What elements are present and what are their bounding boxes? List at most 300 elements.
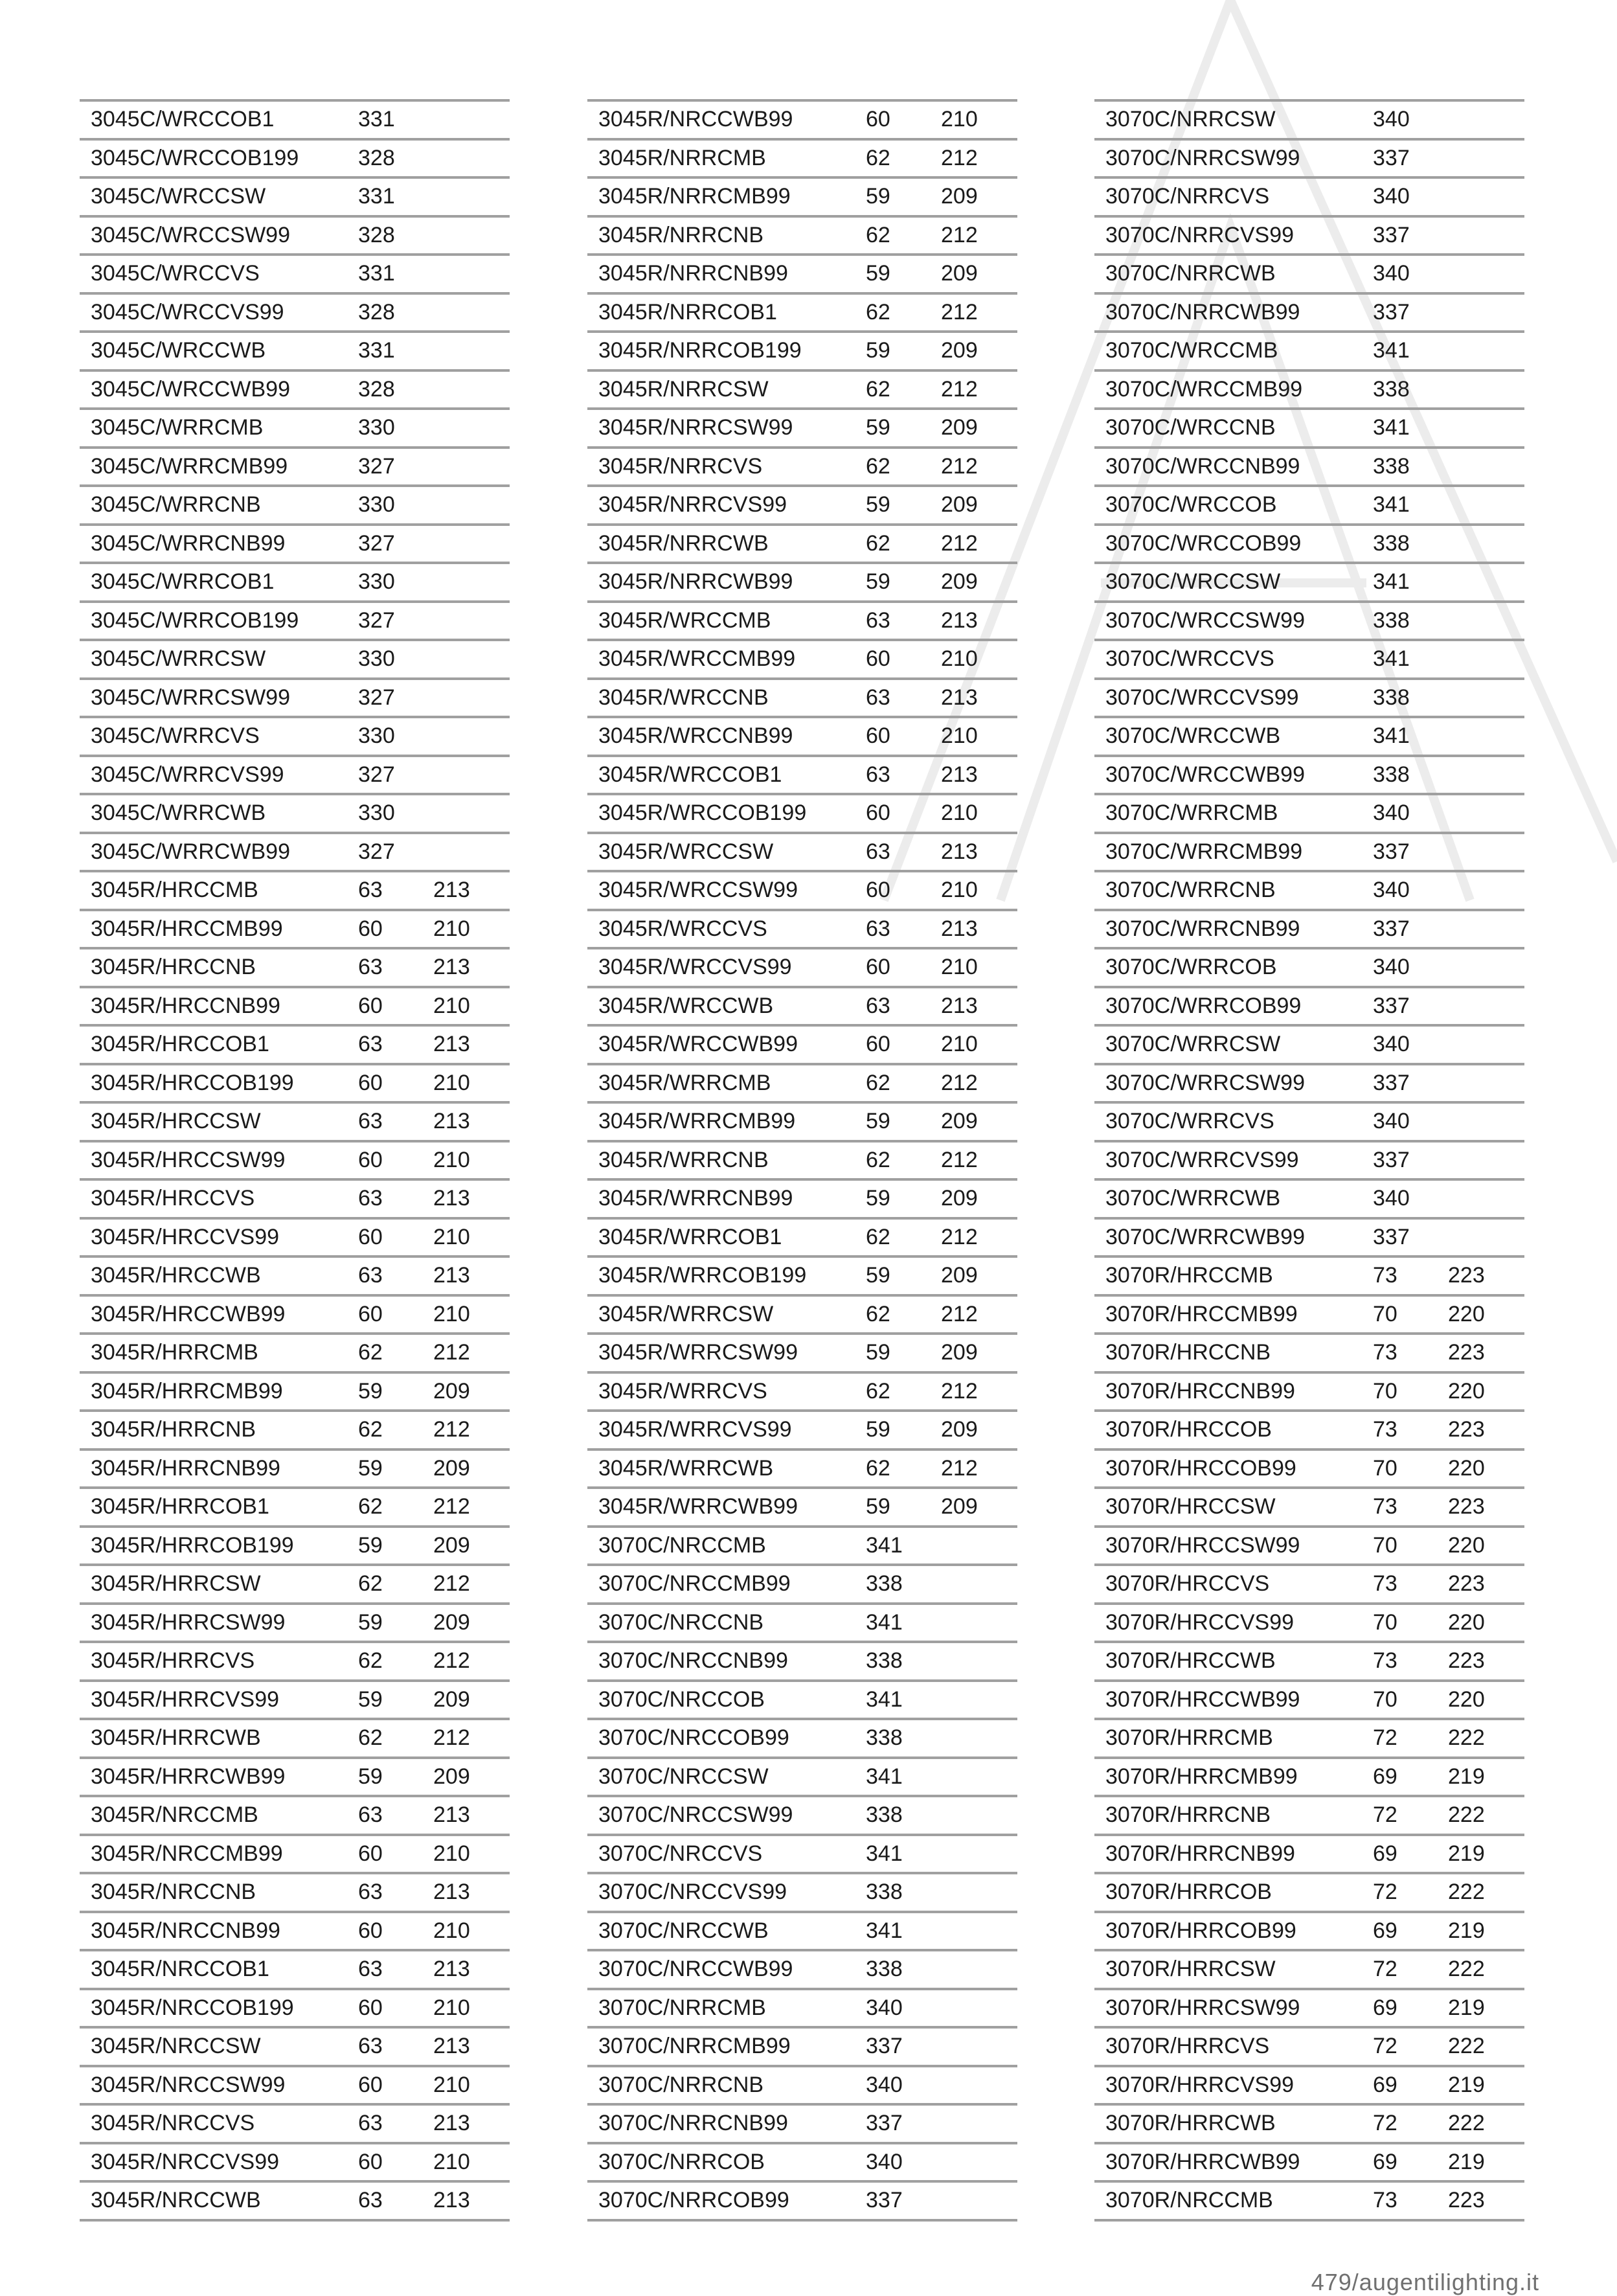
- table-row: [80, 2144, 510, 2183]
- product-code: 3070C/WRRCSW: [1105, 1032, 1281, 1056]
- table-row: [587, 1374, 1017, 1413]
- table-row: [80, 333, 510, 372]
- product-code: 3070C/WRCCVS99: [1105, 685, 1299, 710]
- value-1: 338: [1373, 376, 1410, 402]
- table-row: [80, 1142, 510, 1181]
- value-1: 328: [358, 222, 395, 247]
- table-row: [1094, 1643, 1524, 1682]
- table-row: [80, 795, 510, 834]
- product-code: 3070C/WRRCWB99: [1105, 1224, 1305, 1249]
- table-row: [80, 1797, 510, 1836]
- product-code: 3045R/WRRCNB99: [598, 1186, 793, 1211]
- value-1: 341: [1373, 569, 1410, 594]
- value-1: 337: [1373, 1070, 1410, 1095]
- value-1: 340: [1373, 184, 1410, 209]
- value-1: 328: [358, 299, 395, 324]
- product-code: 3045R/HRCCOB199: [91, 1070, 294, 1095]
- table-row: [80, 1643, 510, 1682]
- table-row: [587, 256, 1017, 295]
- product-code: 3070R/HRCCMB: [1105, 1263, 1273, 1288]
- value-2: 220: [1448, 1301, 1485, 1326]
- value-1: 62: [866, 145, 890, 170]
- table-row: [80, 256, 510, 295]
- table-row: [587, 1258, 1017, 1297]
- table-row: [587, 1990, 1017, 2029]
- product-code: 3070R/HRCCMB99: [1105, 1301, 1298, 1326]
- table-row: [80, 1489, 510, 1528]
- value-1: 60: [358, 1147, 383, 1172]
- value-1: 69: [1373, 1841, 1397, 1866]
- value-1: 72: [1373, 1725, 1397, 1750]
- value-1: 327: [358, 839, 395, 864]
- table-row: [1094, 1990, 1524, 2029]
- value-1: 62: [866, 222, 890, 247]
- value-1: 73: [1373, 1571, 1397, 1596]
- value-2: 210: [433, 1147, 470, 1172]
- product-code: 3045R/WRCCVS99: [598, 955, 792, 979]
- table-row: [1094, 603, 1524, 642]
- product-code: 3045C/WRRCSW: [91, 646, 266, 671]
- value-1: 330: [358, 492, 395, 517]
- table-row: [80, 911, 510, 950]
- product-code: 3070C/NRRCSW99: [1105, 145, 1300, 170]
- table-row: [587, 1605, 1017, 1644]
- product-code: 3045R/HRCCWB: [91, 1263, 261, 1288]
- table-row: [587, 410, 1017, 449]
- product-code: 3070C/WRRCSW99: [1105, 1070, 1305, 1095]
- product-code: 3070C/NRCCWB99: [598, 1957, 793, 1981]
- value-1: 59: [866, 1186, 890, 1211]
- product-code: 3045R/HRRCMB99: [91, 1378, 283, 1404]
- table-row: [587, 1528, 1017, 1567]
- table-row: [1094, 179, 1524, 218]
- value-1: 69: [1373, 1764, 1397, 1789]
- table-row: [80, 1220, 510, 1258]
- value-1: 327: [358, 685, 395, 710]
- table-row: [1094, 2183, 1524, 2222]
- value-1: 70: [1373, 1687, 1397, 1712]
- value-1: 69: [1373, 1995, 1397, 2020]
- product-code: 3070R/HRCCSW: [1105, 1494, 1276, 1519]
- product-code: 3045R/NRCCVS: [91, 2111, 255, 2135]
- value-2: 223: [1448, 1571, 1485, 1596]
- value-1: 73: [1373, 1494, 1397, 1519]
- table-row: [80, 102, 510, 141]
- table-row: [587, 834, 1017, 873]
- table-row: [587, 218, 1017, 256]
- product-code: 3045C/WRRCNB99: [91, 530, 286, 556]
- product-code: 3045R/WRCCMB: [598, 608, 771, 633]
- product-code: 3045C/WRRCSW99: [91, 685, 290, 710]
- value-2: 210: [941, 646, 978, 671]
- table-row: [587, 2106, 1017, 2144]
- value-1: 63: [866, 685, 890, 710]
- value-1: 341: [1373, 338, 1410, 363]
- value-1: 340: [1373, 955, 1410, 979]
- product-code: 3045R/WRCCSW: [598, 839, 774, 864]
- product-code: 3045R/WRRCVS: [598, 1378, 767, 1404]
- value-1: 59: [866, 415, 890, 440]
- table-row: [587, 1720, 1017, 1759]
- product-code: 3045R/HRCCNB: [91, 955, 256, 979]
- value-1: 337: [866, 2188, 903, 2212]
- value-1: 63: [866, 762, 890, 787]
- value-2: 210: [433, 916, 470, 941]
- value-1: 70: [1373, 1532, 1397, 1558]
- product-code: 3045R/NRCCSW99: [91, 2072, 286, 2097]
- table-row: [80, 2067, 510, 2106]
- value-1: 59: [358, 1455, 383, 1481]
- table-row: [1094, 1720, 1524, 1759]
- table-row: [587, 179, 1017, 218]
- value-2: 220: [1448, 1532, 1485, 1558]
- table-row: [1094, 410, 1524, 449]
- value-1: 331: [358, 261, 395, 286]
- value-1: 328: [358, 376, 395, 402]
- table-row: [80, 1412, 510, 1451]
- table-row: [587, 1759, 1017, 1798]
- value-1: 59: [866, 569, 890, 594]
- product-code: 3070C/NRCCMB99: [598, 1571, 791, 1596]
- value-1: 62: [358, 1571, 383, 1596]
- value-2: 209: [941, 1494, 978, 1519]
- value-2: 213: [941, 839, 978, 864]
- value-1: 62: [358, 1494, 383, 1519]
- value-1: 62: [866, 1070, 890, 1095]
- value-1: 338: [1373, 685, 1410, 710]
- value-2: 210: [433, 1995, 470, 2020]
- page-footer: 479/augentilighting.it: [1311, 2269, 1539, 2295]
- product-code: 3070C/WRCCNB: [1105, 415, 1276, 440]
- value-2: 213: [941, 762, 978, 787]
- product-code: 3070C/WRRCOB99: [1105, 993, 1302, 1018]
- table-row: [1094, 1104, 1524, 1142]
- product-code: 3070C/NRRCSW: [1105, 107, 1276, 131]
- product-code: 3070C/NRRCMB: [598, 1995, 766, 2020]
- value-1: 60: [358, 1918, 383, 1943]
- table-row: [80, 1990, 510, 2029]
- table-row: [587, 1836, 1017, 1875]
- product-code: 3045C/WRCCOB1: [91, 107, 275, 131]
- value-1: 60: [358, 2072, 383, 2097]
- value-1: 340: [1373, 261, 1410, 286]
- value-2: 219: [1448, 2149, 1485, 2174]
- value-1: 59: [866, 492, 890, 517]
- table-row: [1094, 141, 1524, 179]
- value-2: 213: [433, 1263, 470, 1288]
- value-1: 340: [1373, 107, 1410, 131]
- table-row: [1094, 1065, 1524, 1104]
- table-row: [80, 1682, 510, 1721]
- product-code: 3045R/NRRCWB99: [598, 569, 793, 594]
- value-1: 73: [1373, 1263, 1397, 1288]
- value-2: 222: [1448, 2034, 1485, 2058]
- product-code: 3070C/WRCCMB: [1105, 338, 1278, 363]
- value-2: 220: [1448, 1687, 1485, 1712]
- product-code: 3070C/NRRCOB: [598, 2149, 765, 2174]
- product-code: 3070R/HRRCWB: [1105, 2111, 1276, 2135]
- value-1: 72: [1373, 1802, 1397, 1827]
- value-2: 210: [433, 1301, 470, 1326]
- product-code: 3045R/NRCCOB199: [91, 1995, 294, 2020]
- product-code: 3045C/WRCCVS99: [91, 299, 284, 324]
- product-code: 3045R/NRRCMB99: [598, 184, 791, 209]
- table-row: [80, 1258, 510, 1297]
- table-row: [587, 718, 1017, 757]
- table-row: [80, 564, 510, 603]
- product-code: 3070R/HRRCVS99: [1105, 2072, 1295, 2097]
- value-1: 59: [866, 1417, 890, 1442]
- product-code: 3070R/HRCCOB: [1105, 1417, 1272, 1442]
- product-code: 3045C/WRRCMB: [91, 415, 264, 440]
- table-row: [587, 372, 1017, 411]
- value-2: 212: [433, 1571, 470, 1596]
- table-row: [587, 449, 1017, 488]
- value-2: 213: [433, 1186, 470, 1211]
- value-1: 340: [1373, 801, 1410, 825]
- product-code: 3045R/HRCCVS: [91, 1186, 255, 1211]
- product-code: 3045C/WRCCWB: [91, 338, 266, 363]
- product-code: 3045R/NRCCNB99: [91, 1918, 280, 1943]
- value-1: 341: [866, 1609, 903, 1635]
- product-code: 3070C/NRRCWB: [1105, 261, 1276, 286]
- table-row: [80, 757, 510, 796]
- value-1: 341: [866, 1918, 903, 1943]
- product-code: 3070C/NRRCNB: [598, 2072, 764, 2097]
- value-1: 62: [866, 1224, 890, 1249]
- value-2: 213: [433, 955, 470, 979]
- value-1: 337: [866, 2111, 903, 2135]
- value-2: 210: [941, 878, 978, 902]
- table-row: [587, 1027, 1017, 1065]
- product-code: 3070C/NRRCMB99: [598, 2034, 791, 2058]
- product-code: 3045R/WRCCWB: [598, 993, 774, 1018]
- table-row: [80, 1605, 510, 1644]
- value-2: 209: [433, 1687, 470, 1712]
- product-code: 3045R/HRRCMB: [91, 1340, 258, 1365]
- value-1: 338: [1373, 453, 1410, 479]
- table-row: [80, 949, 510, 988]
- value-1: 60: [358, 1301, 383, 1326]
- value-1: 62: [866, 453, 890, 479]
- value-2: 223: [1448, 2188, 1485, 2212]
- value-1: 341: [1373, 723, 1410, 748]
- product-code: 3070R/HRRCMB99: [1105, 1764, 1298, 1789]
- value-2: 219: [1448, 1918, 1485, 1943]
- table-row: [587, 1142, 1017, 1181]
- table-row: [587, 1451, 1017, 1490]
- table-row: [1094, 1335, 1524, 1374]
- product-code: 3045R/HRRCOB199: [91, 1532, 294, 1558]
- table-row: [1094, 2029, 1524, 2067]
- value-2: 210: [941, 723, 978, 748]
- product-code: 3070R/HRCCNB99: [1105, 1378, 1295, 1404]
- table-row: [587, 1104, 1017, 1142]
- product-code: 3045R/NRCCWB: [91, 2188, 261, 2212]
- product-code: 3070C/WRCCSW99: [1105, 608, 1305, 633]
- value-2: 223: [1448, 1417, 1485, 1442]
- value-2: 213: [433, 1802, 470, 1827]
- product-code: 3045R/WRCCVS: [598, 916, 767, 941]
- product-code: 3045R/NRRCOB199: [598, 338, 802, 363]
- value-1: 341: [866, 1764, 903, 1789]
- value-1: 60: [358, 1841, 383, 1866]
- value-2: 209: [433, 1455, 470, 1481]
- product-code: 3045R/WRRCWB: [598, 1455, 774, 1481]
- product-code: 3045R/NRCCNB: [91, 1880, 256, 1904]
- product-code: 3070R/HRCCWB: [1105, 1648, 1276, 1673]
- value-2: 213: [941, 685, 978, 710]
- product-code: 3070R/HRRCSW99: [1105, 1995, 1300, 2020]
- value-1: 337: [1373, 1224, 1410, 1249]
- table-row: [1094, 988, 1524, 1027]
- value-1: 338: [866, 1648, 903, 1673]
- value-1: 340: [1373, 1186, 1410, 1211]
- table-row: [587, 564, 1017, 603]
- product-code: 3045R/NRRCVS99: [598, 492, 787, 517]
- product-code: 3070C/NRCCVS: [598, 1841, 763, 1866]
- table-row: [1094, 641, 1524, 680]
- value-1: 60: [866, 646, 890, 671]
- table-row: [587, 1297, 1017, 1336]
- table-row: [80, 1874, 510, 1913]
- table-row: [80, 641, 510, 680]
- table-row: [1094, 1797, 1524, 1836]
- value-1: 63: [358, 1880, 383, 1904]
- product-code: 3070R/HRCCOB99: [1105, 1455, 1296, 1481]
- value-1: 338: [866, 1725, 903, 1750]
- value-1: 341: [1373, 415, 1410, 440]
- value-1: 338: [1373, 608, 1410, 633]
- product-code: 3045R/WRRCMB: [598, 1070, 771, 1095]
- table-row: [587, 603, 1017, 642]
- table-row: [1094, 487, 1524, 526]
- value-1: 59: [866, 184, 890, 209]
- value-2: 212: [433, 1725, 470, 1750]
- value-2: 212: [941, 376, 978, 402]
- value-1: 63: [358, 1263, 383, 1288]
- value-1: 62: [358, 1340, 383, 1365]
- table-row: [1094, 680, 1524, 719]
- product-code: 3045R/NRCCMB: [91, 1802, 258, 1827]
- table-row: [1094, 1874, 1524, 1913]
- value-1: 341: [866, 1532, 903, 1558]
- product-code: 3070C/WRCCSW: [1105, 569, 1281, 594]
- product-code: 3070C/NRCCNB99: [598, 1648, 788, 1673]
- value-1: 59: [866, 1340, 890, 1365]
- product-code: 3070C/WRRCMB99: [1105, 839, 1303, 864]
- product-code: 3070R/HRRCOB99: [1105, 1918, 1296, 1943]
- table-row: [587, 911, 1017, 950]
- table-row: [80, 718, 510, 757]
- product-code: 3045R/WRRCSW99: [598, 1340, 798, 1365]
- table-row: [1094, 218, 1524, 256]
- product-code: 3070C/WRRCMB: [1105, 801, 1278, 825]
- product-code: 3070C/WRRCNB99: [1105, 916, 1300, 941]
- table-row: [1094, 2106, 1524, 2144]
- price-table-column-2: [587, 99, 1017, 2222]
- value-2: 212: [433, 1494, 470, 1519]
- value-1: 337: [1373, 1147, 1410, 1172]
- product-code: 3070C/WRRCOB: [1105, 955, 1277, 979]
- table-row: [80, 872, 510, 911]
- value-1: 60: [358, 916, 383, 941]
- table-row: [1094, 1836, 1524, 1875]
- product-code: 3070R/NRCCMB: [1105, 2188, 1273, 2212]
- table-row: [1094, 1759, 1524, 1798]
- value-2: 213: [433, 2188, 470, 2212]
- product-code: 3045C/WRCCWB99: [91, 376, 290, 402]
- value-1: 73: [1373, 2188, 1397, 2212]
- table-row: [1094, 1951, 1524, 1990]
- value-2: 220: [1448, 1455, 1485, 1481]
- value-2: 212: [941, 530, 978, 556]
- table-row: [1094, 872, 1524, 911]
- value-1: 60: [866, 1032, 890, 1056]
- value-2: 209: [941, 184, 978, 209]
- product-code: 3070C/NRRCWB99: [1105, 299, 1300, 324]
- table-row: [587, 795, 1017, 834]
- value-1: 59: [358, 1532, 383, 1558]
- table-row: [1094, 564, 1524, 603]
- value-1: 59: [358, 1378, 383, 1404]
- table-row: [80, 372, 510, 411]
- table-row: [587, 2029, 1017, 2067]
- value-1: 69: [1373, 2149, 1397, 2174]
- value-2: 213: [433, 1957, 470, 1981]
- product-code: 3045R/HRCCWB99: [91, 1301, 286, 1326]
- table-row: [1094, 1027, 1524, 1065]
- table-row: [1094, 372, 1524, 411]
- value-2: 213: [433, 1109, 470, 1133]
- product-code: 3070C/WRCCVS: [1105, 646, 1274, 671]
- value-2: 209: [433, 1764, 470, 1789]
- value-1: 63: [358, 1957, 383, 1981]
- product-code: 3070C/WRCCNB99: [1105, 453, 1300, 479]
- table-row: [587, 1220, 1017, 1258]
- table-row: [587, 333, 1017, 372]
- product-code: 3045C/WRRCWB: [91, 801, 266, 825]
- table-row: [80, 1759, 510, 1798]
- value-1: 337: [1373, 145, 1410, 170]
- table-row: [1094, 718, 1524, 757]
- product-code: 3045R/HRCCNB99: [91, 993, 280, 1018]
- value-2: 222: [1448, 1957, 1485, 1981]
- table-row: [587, 1913, 1017, 1952]
- value-1: 59: [866, 338, 890, 363]
- product-code: 3070C/NRCCOB: [598, 1687, 765, 1712]
- value-1: 63: [866, 608, 890, 633]
- product-code: 3045R/NRCCSW: [91, 2034, 261, 2058]
- value-1: 60: [866, 723, 890, 748]
- value-1: 331: [358, 107, 395, 131]
- value-1: 60: [866, 955, 890, 979]
- table-row: [587, 295, 1017, 334]
- product-code: 3045R/NRRCWB: [598, 530, 769, 556]
- value-2: 212: [941, 1147, 978, 1172]
- value-2: 209: [433, 1609, 470, 1635]
- value-2: 223: [1448, 1340, 1485, 1365]
- value-2: 209: [941, 415, 978, 440]
- table-row: [587, 1181, 1017, 1220]
- value-1: 338: [1373, 530, 1410, 556]
- product-code: 3045R/NRRCNB99: [598, 261, 788, 286]
- value-2: 220: [1448, 1609, 1485, 1635]
- value-1: 337: [866, 2034, 903, 2058]
- table-row: [80, 834, 510, 873]
- product-code: 3045R/WRCCOB1: [598, 762, 782, 787]
- value-1: 59: [358, 1609, 383, 1635]
